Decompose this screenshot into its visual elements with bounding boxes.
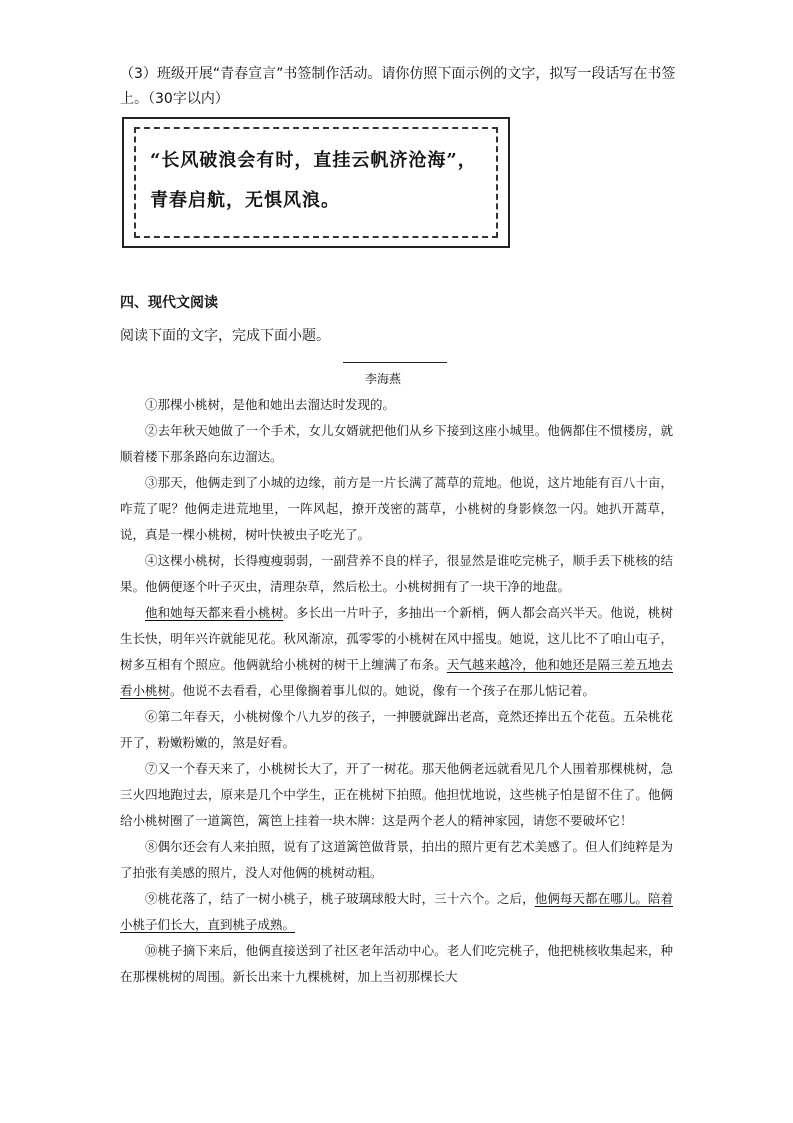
reading-instruction: 阅读下面的文字，完成下面小题。 — [120, 328, 330, 344]
article-title-blank — [343, 362, 447, 363]
bookmark-example-text: “长风破浪会有时，直挂云帆济沧海”，青春启航，无惧风浪。 — [150, 150, 477, 211]
paragraph-4: ④这棵小桃树，长得瘦瘦弱弱，一副营养不良的样子，很显然是谁吃完桃子，顺手丢下桃核的结果。他俩便逐个叶子灭虫，清理杂草，然后松土。小桃树拥有了一块干净的地盘。 — [120, 553, 673, 594]
article-author: 李海燕 — [365, 372, 402, 386]
underlined-sentence-1: 他和她每天都来看小桃树 — [145, 605, 284, 620]
question-3-prompt: （3）班级开展“青春宣言”书签制作活动。请你仿照下面示例的文字，拟写一段话写在书签上。（30字以内） — [120, 66, 676, 107]
paragraph-3: ③那天，他俩走到了小城的边缘，前方是一片长满了蒿草的荒地。他说，这片地能有百八十亩，咋荒了呢？他俩走进荒地里，一阵风起，撩开茂密的蒿草，小桃树的身影倏忽一闪。她扒开蒿草，说，真是一棵小桃树，树叶快被虫子吃光了。 — [120, 475, 673, 542]
paragraph-9 — [120, 886, 673, 938]
paragraph-8: ⑧偶尔还会有人来拍照，说有了这道篱笆做背景，拍出的照片更有艺术美感了。但人们纯粹是为了拍张有美感的照片，没人对他俩的桃树动粗。 — [120, 839, 673, 880]
paragraph-10: ⑩桃子摘下来后，他俩直接送到了社区老年活动中心。老人们吃完桃子，他把桃核收集起来，种在那棵桃树的周围。新长出来十九棵桃树，加上当初那棵长大 — [120, 943, 673, 984]
paragraph-6: ⑥第二年春天，小桃树像个八九岁的孩子，一抻腰就蹿出老高，竟然还捧出五个花苞。五朵桃花开了，粉嫩粉嫩的，煞是好看。 — [120, 709, 673, 750]
paragraph-1: ①那棵小桃树，是他和她出去溜达时发现的。 — [145, 397, 396, 412]
paragraph-5-text-b: 。他说不去看看，心里像搁着事儿似的。她说，像有一个孩子在那儿惦记着。 — [170, 683, 596, 698]
paragraph-5-text-a: 。多长出一片叶子，多抽出一个新梢，俩人都会高兴半天。他说，桃树生长快，明年兴许就能见花。秋风渐凉，孤零零的小桃树在风中摇曳。她说，这儿比不了咱山屯子，树多互相有个照应。他俩就给小桃树的树干上缠满了布条。 — [120, 605, 673, 672]
paragraph-9-text: ⑨桃花落了，结了一树小桃子，桃子玻璃球般大时，三十六个。之后， — [145, 891, 535, 906]
paragraph-5 — [120, 600, 673, 704]
article-body — [120, 392, 673, 990]
bookmark-frame — [122, 117, 510, 248]
section-title: 四、现代文阅读 — [120, 295, 218, 311]
paragraph-7: ⑦又一个春天来了，小桃树长大了，开了一树花。那天他俩老远就看见几个人围着那棵桃树，急三火四地跑过去，原来是几个中学生，正在桃树下拍照。他担忧地说，这些桃子怕是留不住了。他俩给小桃树圈了一道篱笆，篱笆上挂着一块木牌：这是两个老人的精神家园，请您不要破坏它！ — [120, 761, 673, 828]
underlined-sentence-3: 他俩每天都在哪儿。陪着小桃子们长大，直到桃子成熟。 — [120, 891, 673, 932]
paragraph-2: ②去年秋天她做了一个手术，女儿女婿就把他们从乡下接到这座小城里。他俩都住不惯楼房，就顺着楼下那条路向东边溜达。 — [120, 423, 673, 464]
underlined-sentence-2: 天气越来越冷，他和她还是隔三差五地去看小桃树 — [120, 657, 673, 698]
